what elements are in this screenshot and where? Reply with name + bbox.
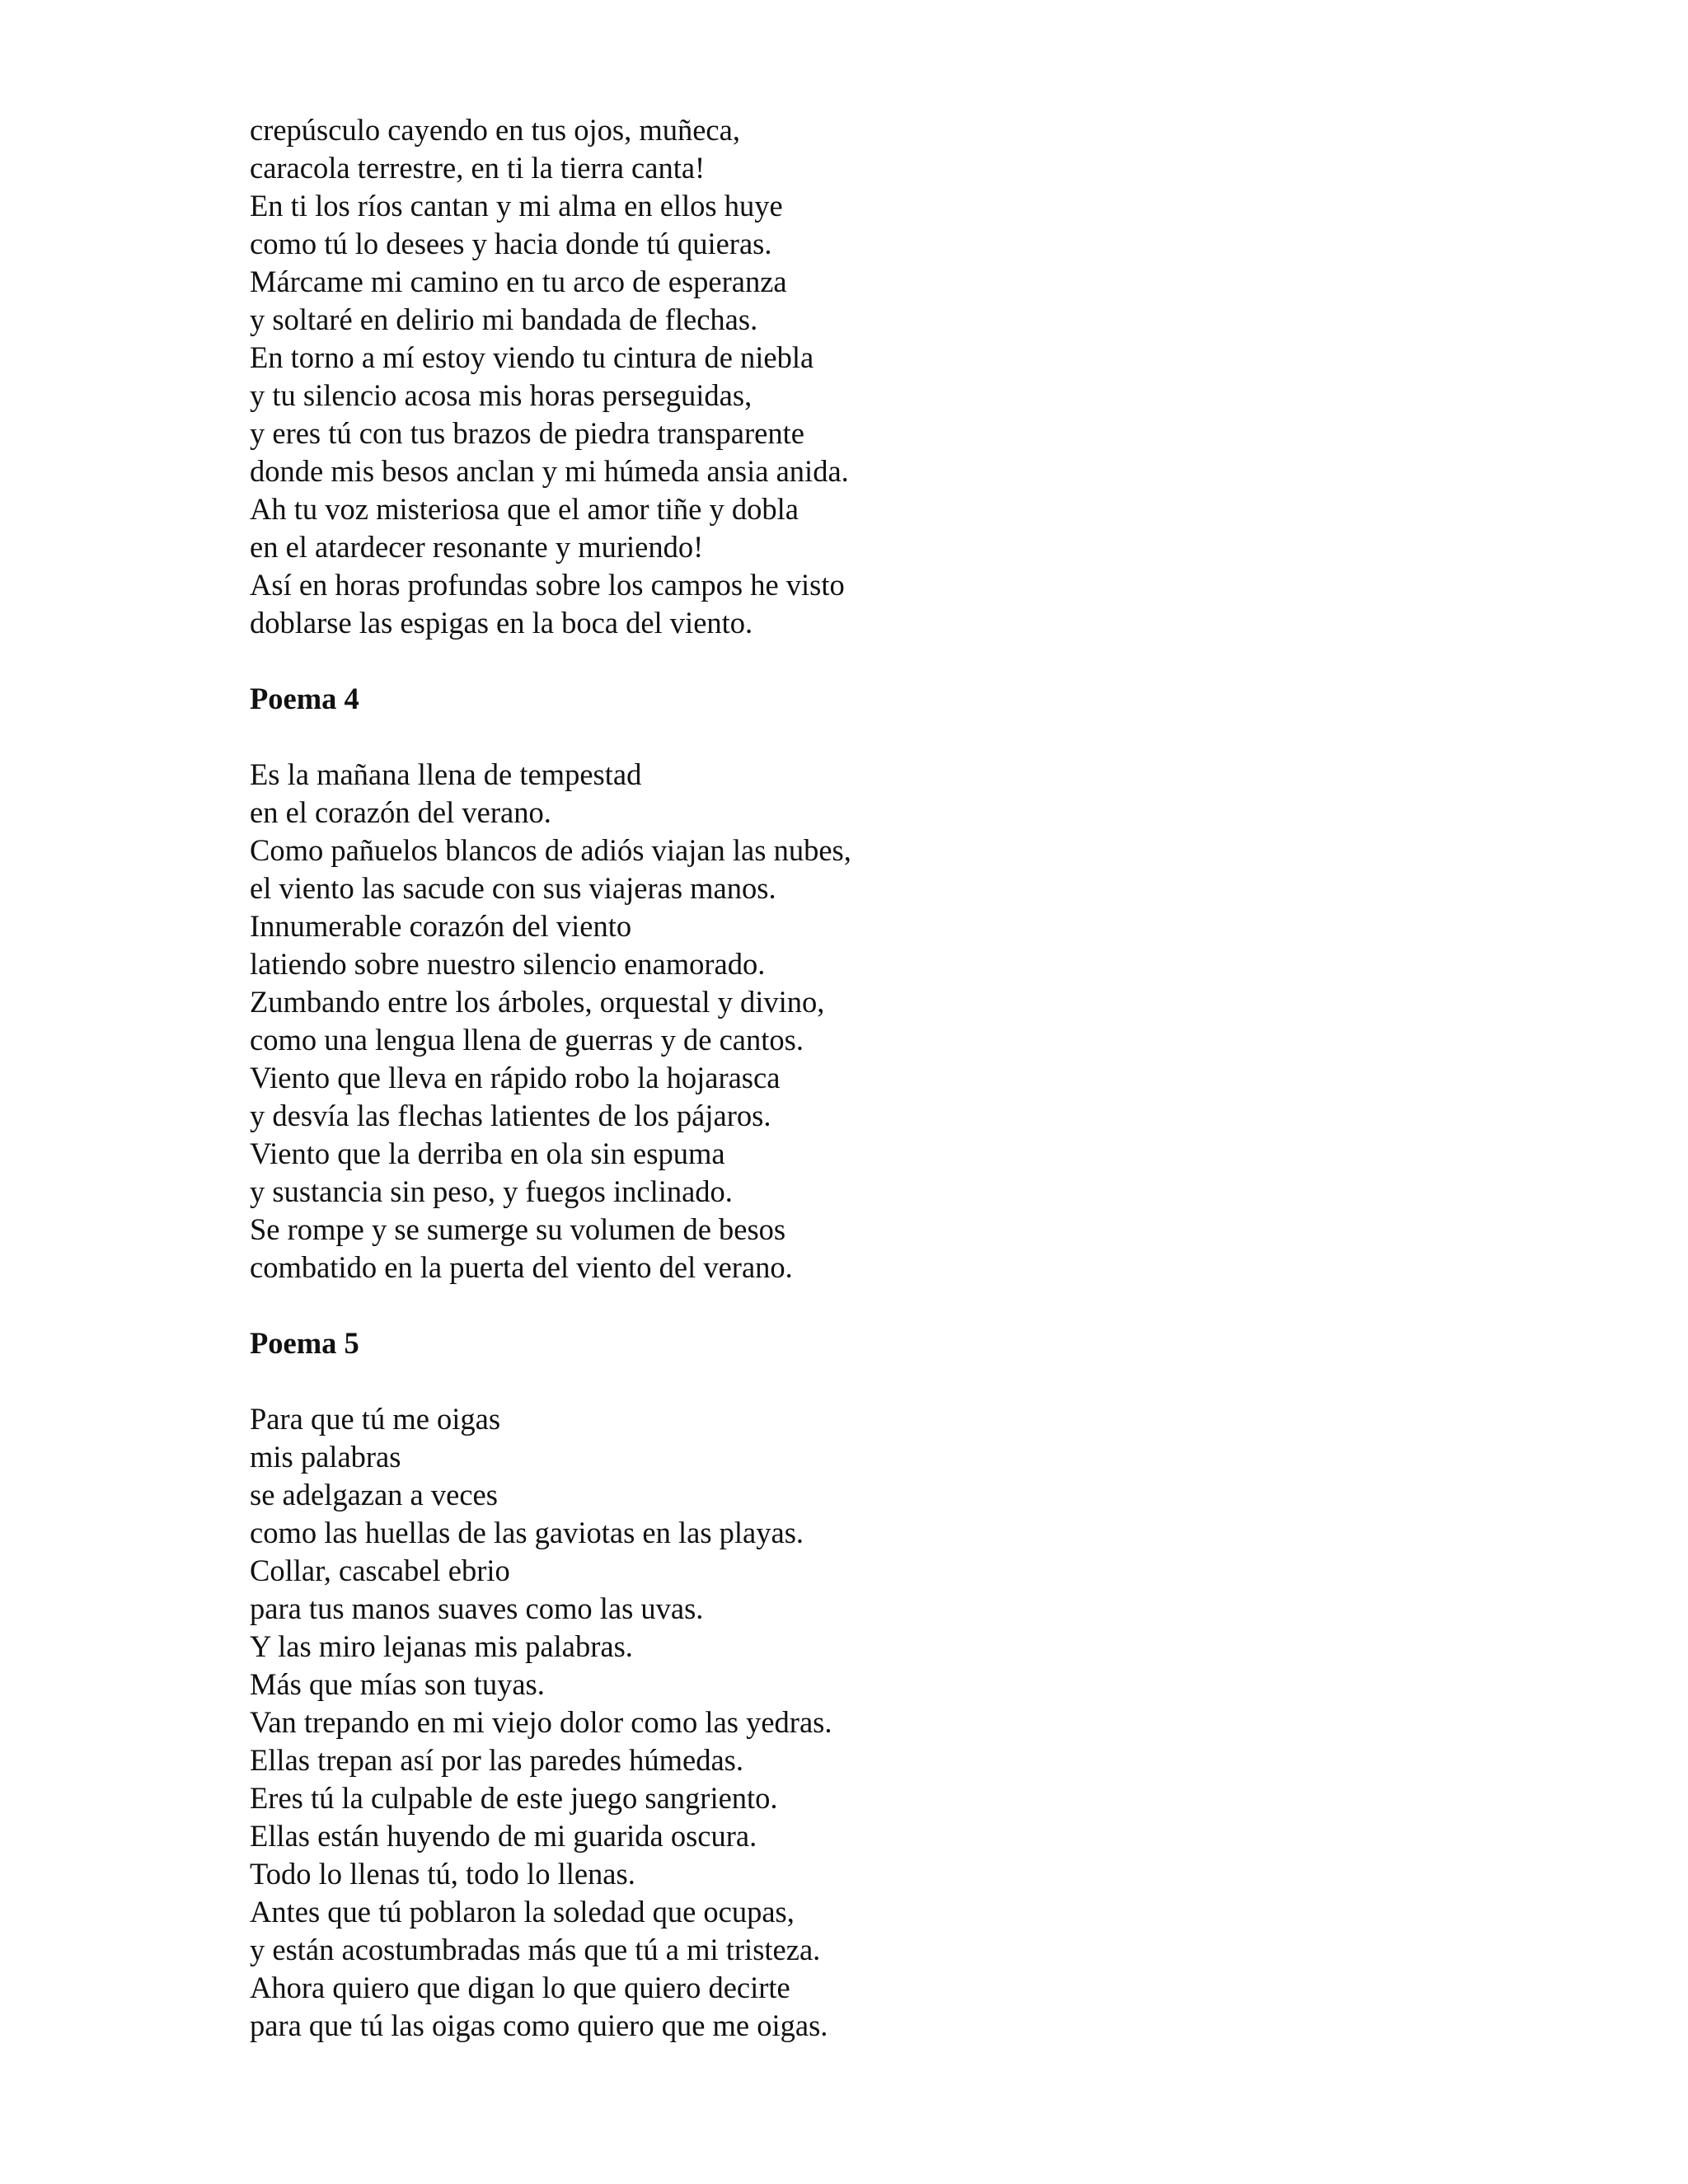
poem-line: Ellas están huyendo de mi guarida oscura. (250, 1819, 757, 1853)
poem-line: Antes que tú poblaron la soledad que ocupas, (250, 1895, 795, 1929)
poem-line: Como pañuelos blancos de adiós viajan las nubes, (250, 833, 851, 867)
poem-line: Eres tú la culpable de este juego sangriento. (250, 1781, 778, 1815)
poem-5-body (250, 1400, 1486, 2045)
poem-line: en el atardecer resonante y muriendo! (250, 530, 704, 564)
poem-line: y desvía las flechas latientes de los pájaros. (250, 1099, 771, 1132)
poem-5-title: Poema 5 (250, 1326, 359, 1360)
poem-line: Para que tú me oigas (250, 1402, 501, 1436)
poem-line: se adelgazan a veces (250, 1478, 498, 1511)
poem-line: Ellas trepan así por las paredes húmedas. (250, 1743, 744, 1777)
poem-line: caracola terrestre, en ti la tierra canta! (250, 151, 706, 185)
poem-line: Zumbando entre los árboles, orquestal y divino, (250, 985, 825, 1019)
poem-line: Es la mañana llena de tempestad (250, 757, 642, 791)
poem-line: latiendo sobre nuestro silencio enamorado. (250, 947, 766, 981)
poem-line: y soltaré en delirio mi bandada de flechas. (250, 302, 758, 336)
poem-line: en el corazón del verano. (250, 795, 551, 829)
poem-4-title: Poema 4 (250, 682, 359, 715)
poem-line: Innumerable corazón del viento (250, 909, 632, 943)
poem-line: combatido en la puerta del viento del verano. (250, 1250, 793, 1284)
poem-line: y sustancia sin peso, y fuegos inclinado. (250, 1174, 733, 1208)
poem-line: Más que mías son tuyas. (250, 1667, 545, 1701)
poem-line: Y las miro lejanas mis palabras. (250, 1629, 633, 1663)
poem-line: Así en horas profundas sobre los campos he visto (250, 568, 845, 602)
poem-line: Viento que la derriba en ola sin espuma (250, 1137, 725, 1170)
poem-line: crepúsculo cayendo en tus ojos, muñeca, (250, 113, 740, 147)
poem-line: Viento que lleva en rápido robo la hojarasca (250, 1061, 781, 1094)
poem-line: Van trepando en mi viejo dolor como las yedras. (250, 1705, 832, 1739)
document-page (250, 111, 1486, 2045)
poem-line: En torno a mí estoy viendo tu cintura de niebla (250, 340, 814, 374)
poem-line: para que tú las oigas como quiero que me oigas. (250, 2008, 828, 2042)
poem-line: Ah tu voz misteriosa que el amor tiñe y dobla (250, 492, 799, 526)
poem-line: Todo lo llenas tú, todo lo llenas. (250, 1857, 635, 1891)
poem-line: para tus manos suaves como las uvas. (250, 1591, 704, 1625)
poem-3-continuation (250, 111, 1486, 642)
poem-line: donde mis besos anclan y mi húmeda ansia anida. (250, 454, 849, 488)
poem-line: como una lengua llena de guerras y de cantos. (250, 1023, 804, 1057)
poem-line: doblarse las espigas en la boca del viento. (250, 606, 753, 640)
poem-line: como las huellas de las gaviotas en las playas. (250, 1516, 804, 1549)
poem-line: como tú lo desees y hacia donde tú quieras. (250, 227, 772, 260)
poem-4-body (250, 756, 1486, 1286)
poem-line: y tu silencio acosa mis horas perseguidas, (250, 378, 753, 412)
poem-line: Collar, cascabel ebrio (250, 1554, 510, 1587)
poem-line: Ahora quiero que digan lo que quiero decirte (250, 1971, 790, 2004)
poem-line: y están acostumbradas más que tú a mi tristeza. (250, 1933, 821, 1966)
poem-line: Se rompe y se sumerge su volumen de besos (250, 1212, 786, 1246)
poem-line: el viento las sacude con sus viajeras manos. (250, 871, 776, 905)
poem-line: mis palabras (250, 1440, 401, 1474)
poem-line: Márcame mi camino en tu arco de esperanza (250, 265, 787, 298)
poem-line: En ti los ríos cantan y mi alma en ellos huye (250, 189, 783, 223)
poem-line: y eres tú con tus brazos de piedra transparente (250, 416, 804, 450)
